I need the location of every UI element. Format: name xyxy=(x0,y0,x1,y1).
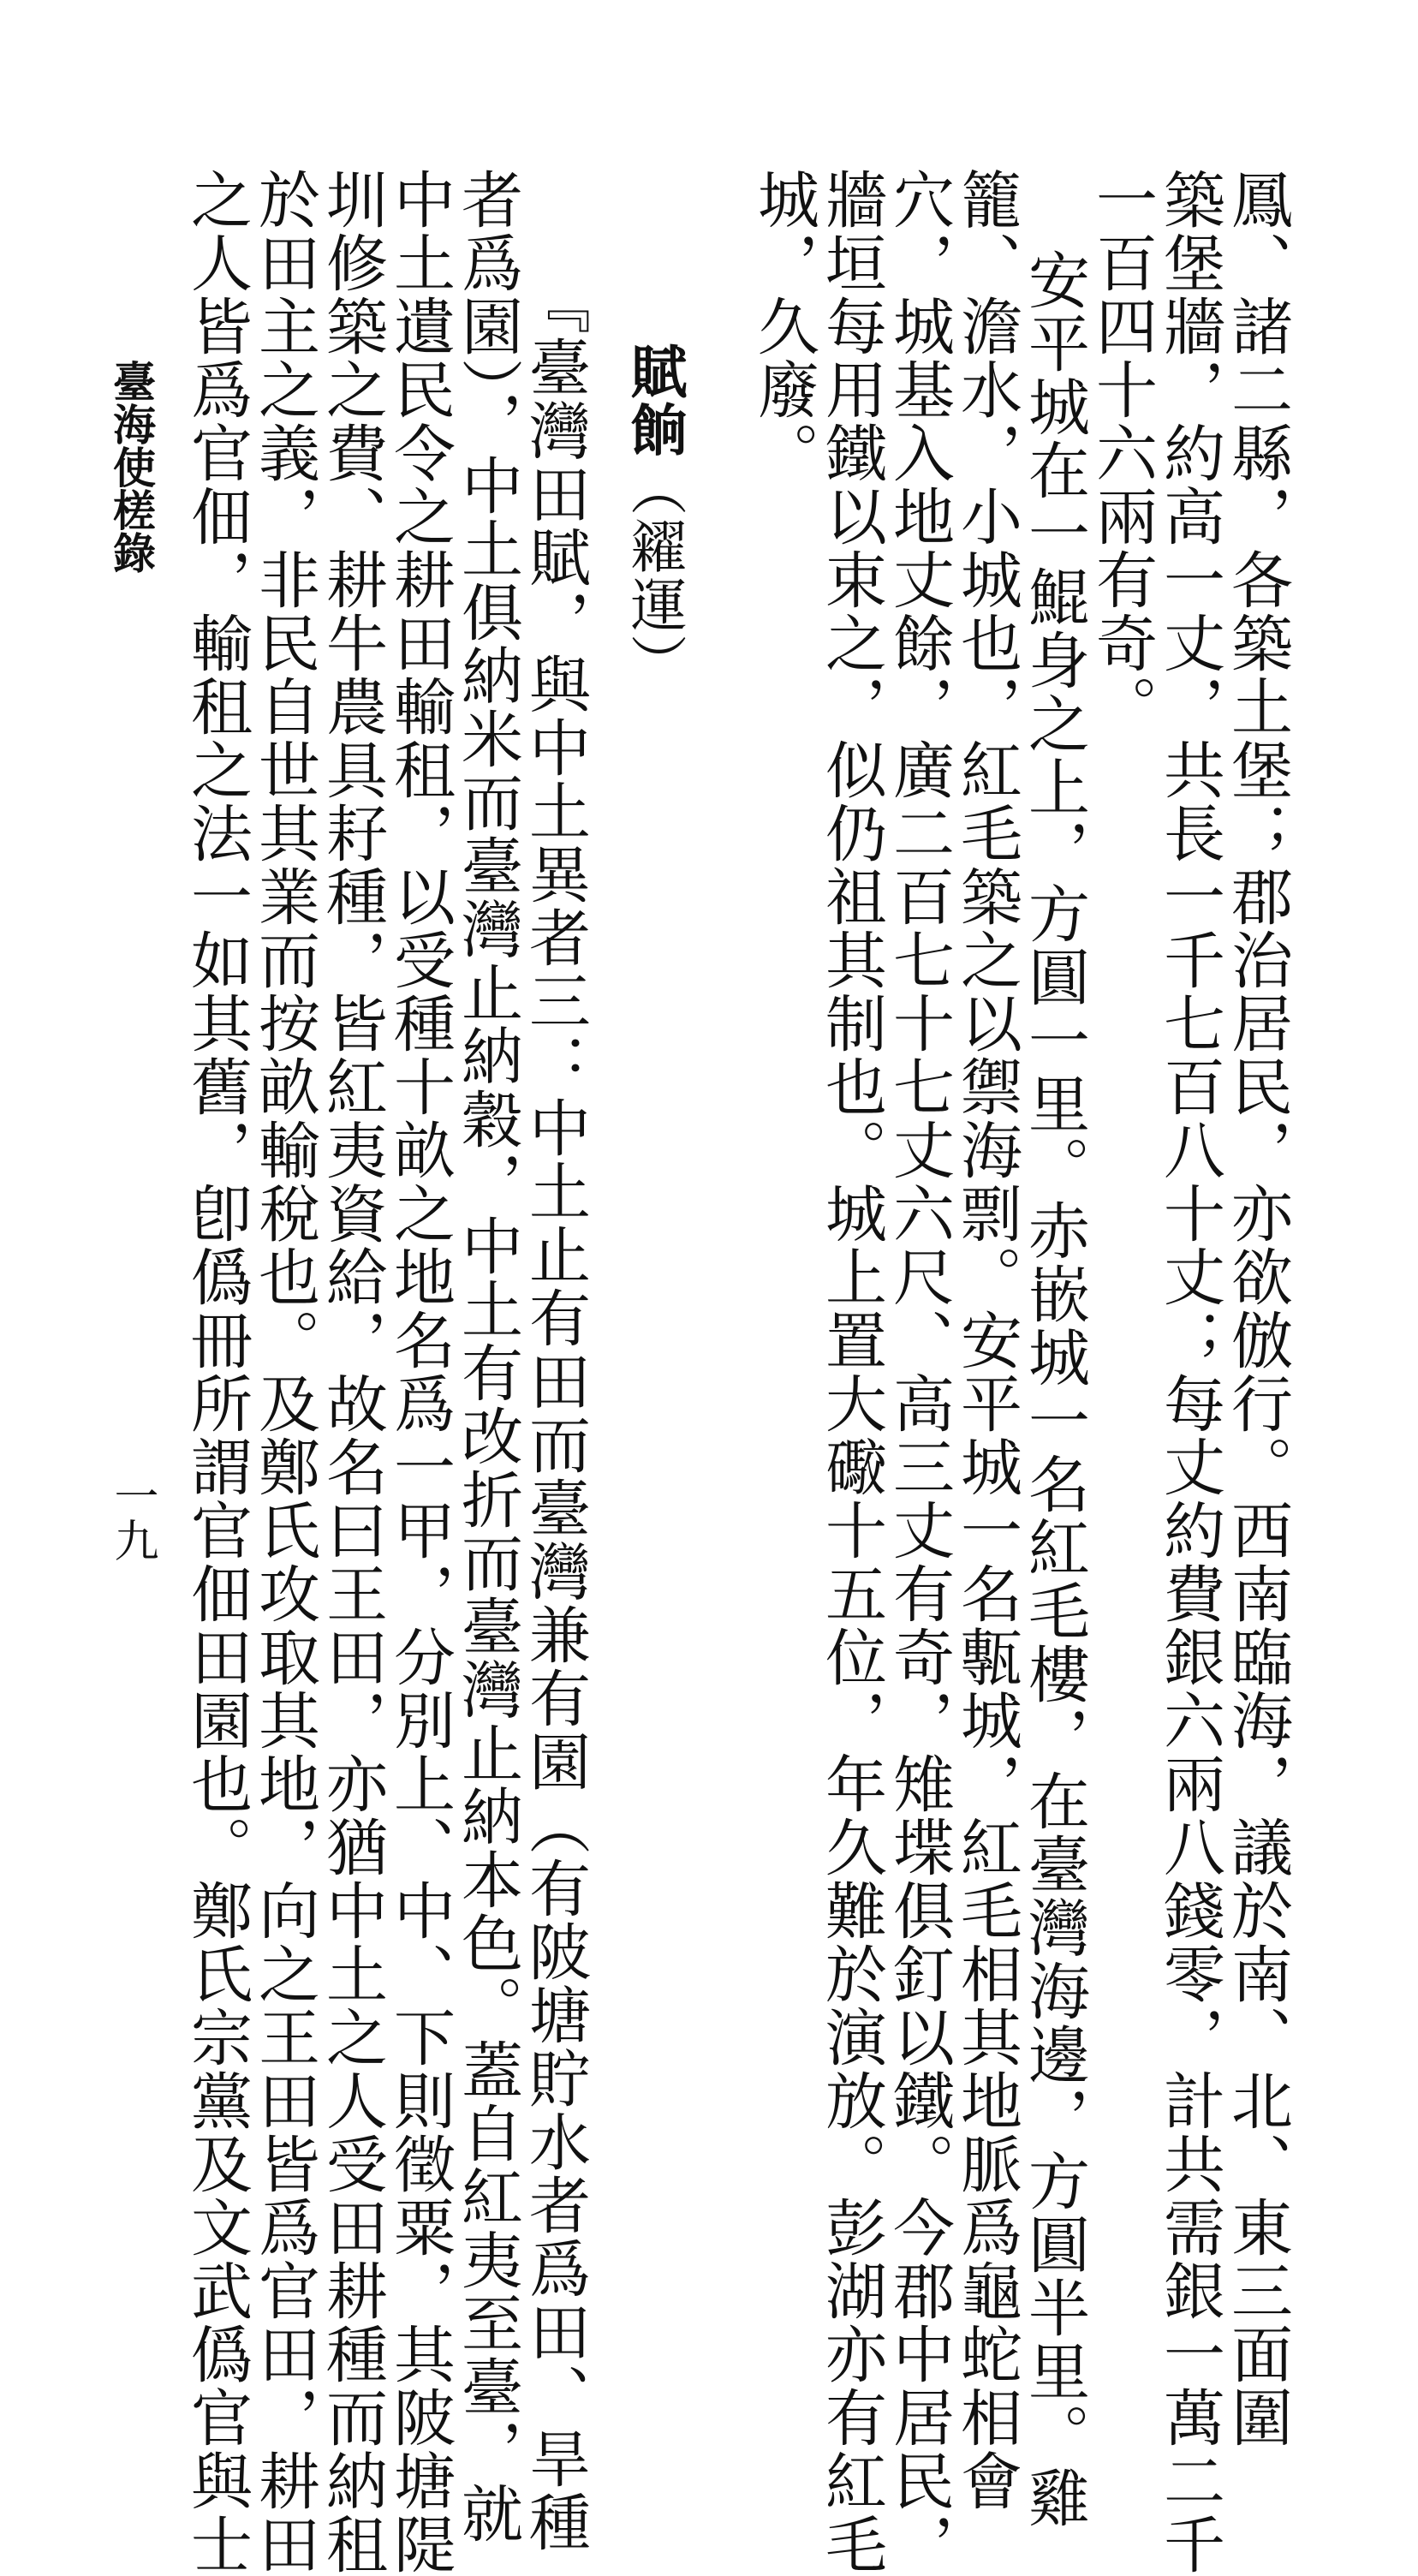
section-heading xyxy=(621,343,687,692)
text-column-2: 築堡牆，約高一丈，共長一千七百八十丈；每丈約費銀六兩八錢零，計共需銀一萬二千 xyxy=(1153,168,1225,2576)
running-head-book-title: 臺海使槎錄 xyxy=(106,360,156,574)
text-column-1: 鳳、諸二縣，各築土堡；郡治居民，亦欲倣行。西南臨海，議於南、北、東三面圍 xyxy=(1221,168,1293,2449)
text-column-9: 『臺灣田賦，與中土異者三：中土止有田而臺灣兼有園（有陂塘貯水者爲田、旱種 xyxy=(519,272,591,2554)
section-heading-note: （糴運） xyxy=(621,459,687,692)
text-column-14: 之人皆爲官佃，輸租之法一如其舊，卽僞冊所謂官佃田園也。鄭氏宗黨及文武僞官與士 xyxy=(181,168,253,2576)
text-column-7: 牆垣每用鐵以束之，似仍祖其制也。城上置大礮十五位，年久難於演放。彭湖亦有紅毛 xyxy=(815,168,887,2576)
text-column-10: 者爲園），中土俱納米而臺灣止納穀，中土有改折而臺灣止納本色。蓋自紅夷至臺，就 xyxy=(451,168,523,2545)
text-column-3: 一百四十六兩有奇。 xyxy=(1086,168,1158,738)
text-column-12: 圳修築之費、耕牛農具耔種，皆紅夷資給，故名曰王田，亦猶中土之人受田耕種而納租 xyxy=(316,168,388,2576)
page-number: 一九 xyxy=(106,1473,158,1562)
text-column-6: 穴，城基入地丈餘，廣二百七十七丈六尺、高三丈有奇，雉堞俱釘以鐵。今郡中居民， xyxy=(883,168,955,2576)
section-heading-title: 賦餉 xyxy=(621,343,687,459)
text-column-13: 於田主之義，非民自世其業而按畝輸稅也。及鄭氏攻取其地，向之王田皆爲官田，耕田 xyxy=(248,168,320,2576)
text-column-4: 安平城在一鯤身之上，方圓一里。赤嵌城一名紅毛樓，在臺灣海邊，方圓半里。雞 xyxy=(1018,248,1090,2530)
text-column-11: 中土遺民令之耕田輸租，以受種十畝之地名爲一甲，分別上、中、下則徵粟，其陂塘隄 xyxy=(384,168,456,2576)
text-column-5: 籠、澹水，小城也，紅毛築之以禦海剽。安平城一名甎城，紅毛相其地脈爲龜蛇相會 xyxy=(950,168,1022,2513)
text-column-8: 城，久廢。 xyxy=(748,168,819,485)
